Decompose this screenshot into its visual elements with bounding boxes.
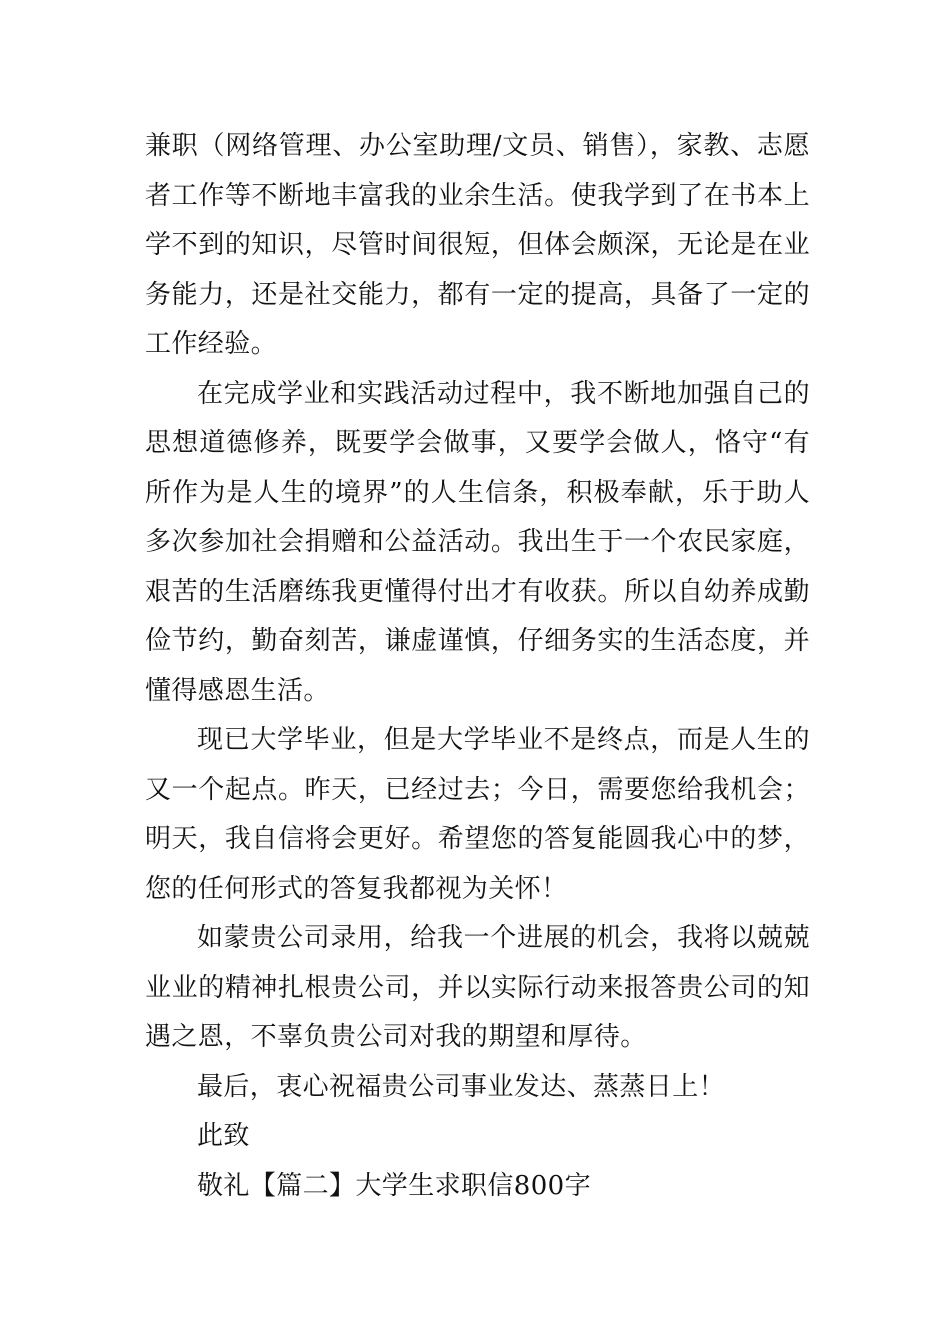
paragraph-part-time-work: 兼职（网络管理、办公室助理/文员、销售），家教、志愿者工作等不断地丰富我的业余生活。使我学到了在书本上学不到的知识，尽管时间很短，但体会颇深，无论是在业务能力，还是社交能力，都有一定的提高，具备了一定的工作经验。 bbox=[145, 131, 810, 359]
paragraph-employment-wish: 如蒙贵公司录用，给我一个进展的机会，我将以兢兢业业的精神扎根贵公司，并以实际行动来报答贵公司的知遇之恩，不辜负贵公司对我的期望和厚待。 bbox=[145, 923, 810, 1052]
salutation-jingli-next-title: 敬礼【篇二】大学生求职信800字 bbox=[197, 1170, 592, 1201]
salutation-cizhi: 此致 bbox=[197, 1121, 250, 1151]
document-body bbox=[145, 122, 810, 1211]
paragraph-graduation: 现已大学毕业，但是大学毕业不是终点，而是人生的又一个起点。昨天，已经过去；今日，需要您给我机会；明天，我自信将会更好。希望您的答复能圆我心中的梦，您的任何形式的答复我都视为关怀！ bbox=[145, 725, 810, 904]
closing-line: 最后，衷心祝福贵公司事业发达、蒸蒸日上！ bbox=[197, 1071, 726, 1102]
paragraph-moral-cultivation: 在完成学业和实践活动过程中，我不断地加强自己的思想道德修养，既要学会做事，又要学会做人，恪守“有所作为是人生的境界”的人生信条，积极奉献，乐于助人多次参加社会捐赠和公益活动。我出生于一个农民家庭，艰苦的生活磨练我更懂得付出才有收获。所以自幼养成勤俭节约，勤奋刻苦，谦虚谨慎，仔细务实的生活态度，并懂得感恩生活。 bbox=[145, 378, 810, 706]
